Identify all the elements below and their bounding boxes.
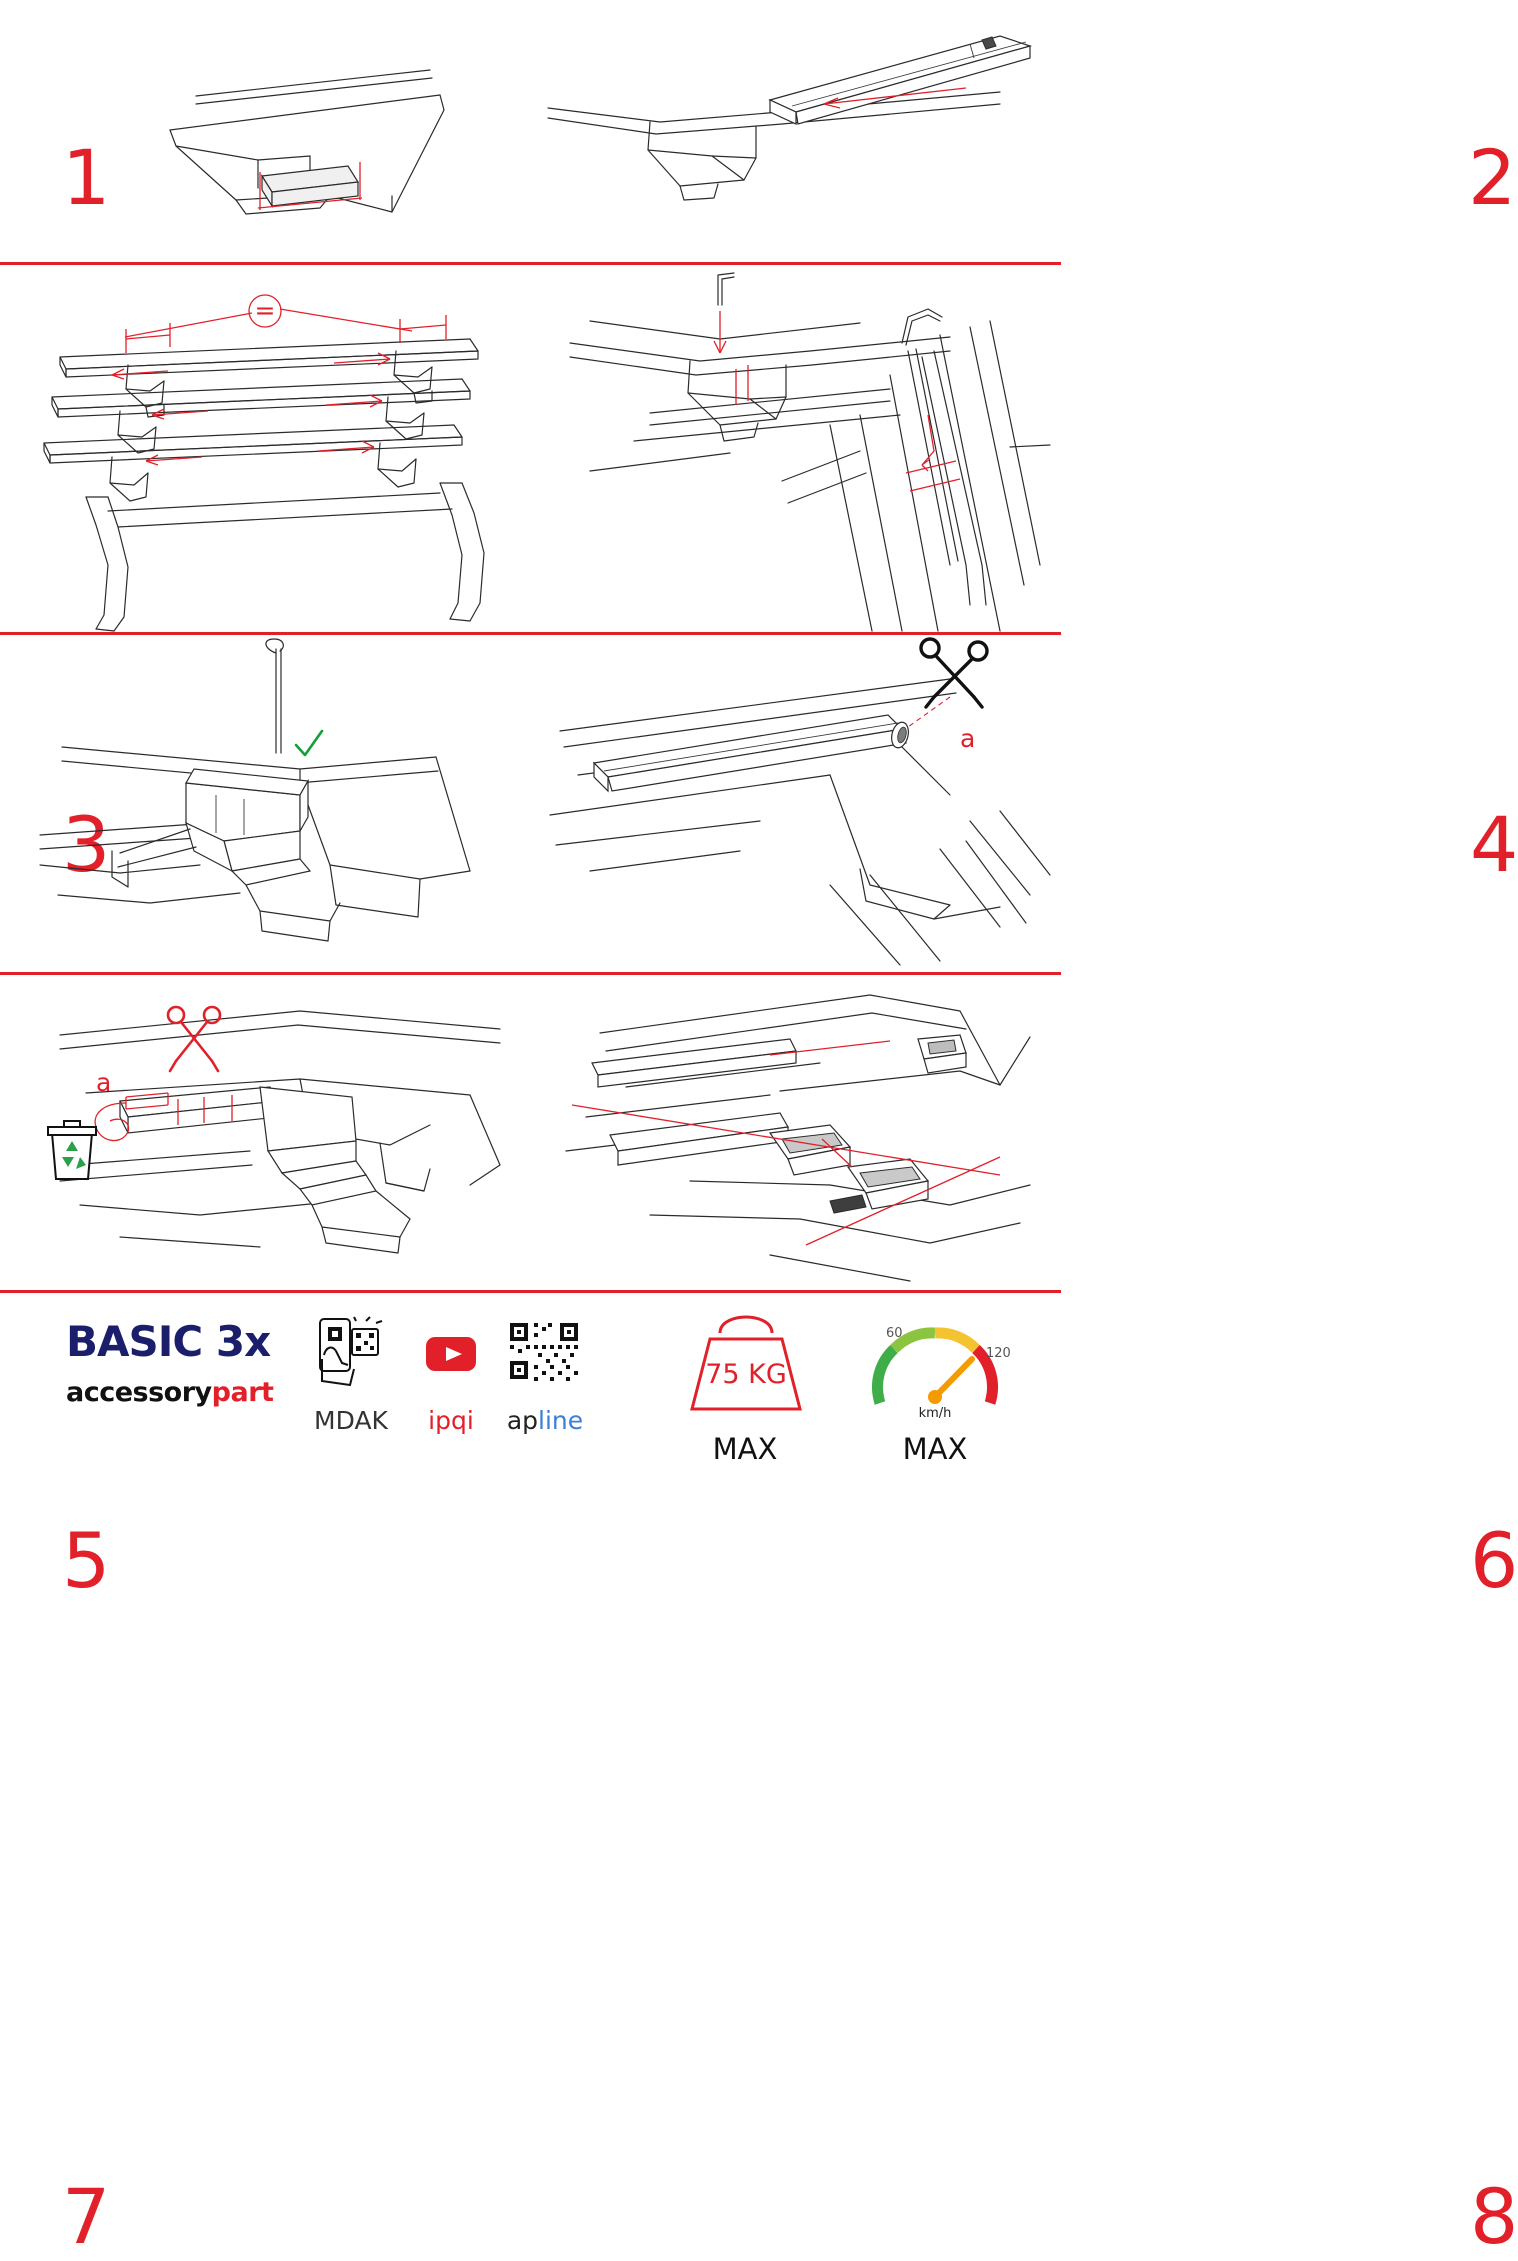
step-number-8: 8 [1470,2172,1518,2261]
scissors-icon-step7 [168,1007,220,1071]
step-5-illustration [0,635,530,972]
step-7-illustration [0,975,530,1290]
gauge-low-label: 60 [886,1326,903,1341]
weight-max-caption: MAX [712,1432,778,1466]
step-number-3: 3 [62,800,111,889]
speed-unit-label: km/h [918,1406,952,1421]
brand-title-main: BASIC 3 [66,1317,245,1366]
logo-ipqi-caption: ipqi [428,1406,474,1435]
step-1-illustration [0,0,530,262]
step-number-2: 2 [1468,133,1517,222]
gauge-high-label: 120 [986,1346,1011,1361]
brand-title [66,1317,276,1366]
mdak-cap-pre: MD [314,1406,355,1435]
step-panel-3 [0,265,530,889]
check-mark-icon [296,731,322,755]
apline-cap-pre: ap [506,1406,539,1435]
step-number-5: 5 [62,1516,111,1605]
logo-mdak[interactable] [296,1315,406,1435]
recycle-bin-icon [48,1121,96,1179]
marker-label-a-step6: a [960,724,976,753]
weight-value: 75 KG [705,1359,787,1390]
brand-subtitle-part1: accessory [66,1377,212,1408]
youtube-icon[interactable] [420,1315,482,1391]
step-2-illustration [530,0,1061,262]
step-number-1: 1 [62,133,111,222]
step-number-6: 6 [1470,1516,1518,1605]
brand-block [66,1317,276,1408]
weight-limit-block [660,1311,830,1466]
step-panel-4 [530,265,1518,889]
mdak-cap-mid: A [354,1406,372,1435]
brand-title-suffix: x [244,1317,271,1366]
marker-label-a-step7: a [96,1068,112,1097]
mdak-cap-post: K [371,1406,388,1435]
speed-limit-block [840,1311,1030,1466]
logo-apline[interactable] [480,1315,610,1435]
step-6-illustration [530,635,1061,972]
logo-mdak-caption [296,1406,406,1435]
step-3-illustration [0,265,530,632]
apline-cap-post: line [538,1406,584,1435]
equal-callout-label: = [254,296,276,325]
qr-code-icon[interactable] [504,1315,586,1391]
step-4-illustration [530,265,1061,632]
brand-subtitle-part2: part [211,1377,274,1408]
footer [0,1293,1061,1500]
brand-subtitle [66,1379,276,1406]
step-number-7: 7 [62,2172,111,2261]
step-number-4: 4 [1470,800,1518,889]
speed-max-caption: MAX [902,1432,968,1466]
phone-scan-icon [308,1315,394,1391]
step-8-illustration [530,975,1061,1290]
step-panel-1 [0,0,530,262]
speedometer-icon [840,1311,1030,1421]
weight-icon [660,1311,830,1421]
logo-apline-caption [480,1406,610,1435]
step-panel-2 [530,0,1517,262]
